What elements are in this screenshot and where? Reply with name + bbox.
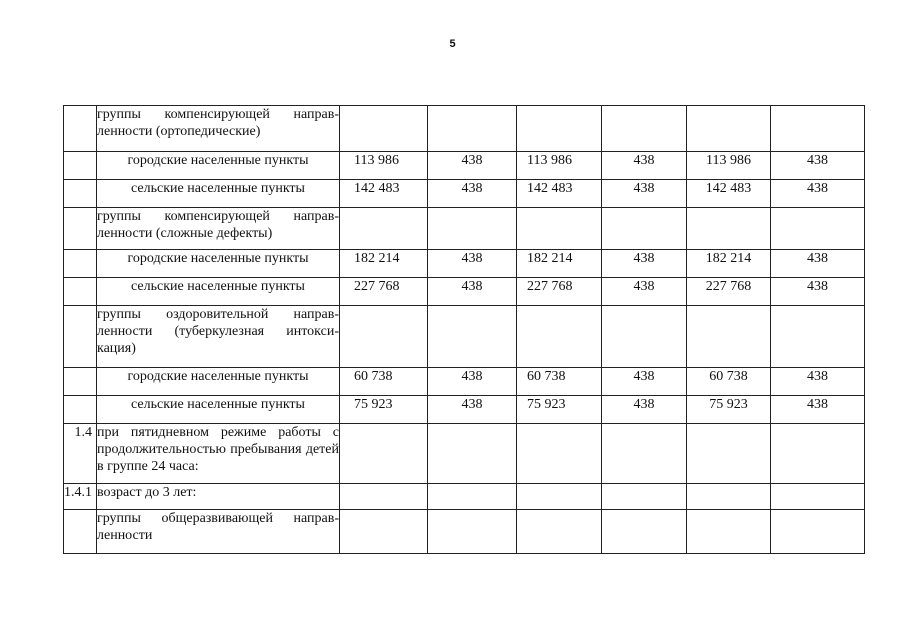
table-row (64, 208, 865, 250)
cell-value: 438 (602, 250, 687, 278)
cell-value (687, 510, 771, 554)
cell-value: 113 986 (687, 152, 771, 180)
cell-value (517, 484, 602, 510)
cell-value: 60 738 (517, 368, 602, 396)
cell-value (687, 306, 771, 368)
cell-value: 438 (771, 152, 865, 180)
cell-value (687, 208, 771, 250)
cell-value (687, 484, 771, 510)
row-label: при пятидневном режиме работы с продолжительностью пребывания детей в группе 24 часа: (97, 424, 340, 484)
cell-value (517, 106, 602, 152)
cell-value: 75 923 (340, 396, 428, 424)
cell-value (771, 208, 865, 250)
table-row (64, 396, 865, 424)
cell-value (602, 106, 687, 152)
cell-value (602, 424, 687, 484)
cell-value (340, 208, 428, 250)
cell-value: 438 (602, 278, 687, 306)
cell-value: 182 214 (687, 250, 771, 278)
row-number (64, 306, 97, 368)
cell-value: 438 (602, 152, 687, 180)
cell-value: 438 (602, 368, 687, 396)
cell-value (771, 306, 865, 368)
table-row (64, 278, 865, 306)
cell-value (428, 208, 517, 250)
cell-value (602, 510, 687, 554)
row-number: 1.4 (64, 424, 97, 484)
cell-value (771, 484, 865, 510)
table-row (64, 180, 865, 208)
cell-value: 113 986 (517, 152, 602, 180)
cell-value (517, 208, 602, 250)
cell-value (771, 510, 865, 554)
cell-value (428, 306, 517, 368)
row-number (64, 106, 97, 152)
table-row (64, 424, 865, 484)
row-label: группы компенсирующей направ-ленности (ортопедические) (97, 106, 340, 152)
page-number: 5 (449, 38, 456, 50)
cell-value: 438 (428, 250, 517, 278)
table-row (64, 510, 865, 554)
cell-value: 60 738 (340, 368, 428, 396)
cell-value (602, 484, 687, 510)
table-row (64, 152, 865, 180)
row-number (64, 278, 97, 306)
cell-value: 227 768 (687, 278, 771, 306)
cell-value (340, 424, 428, 484)
cell-value: 438 (428, 180, 517, 208)
cell-value (602, 208, 687, 250)
cell-value: 142 483 (687, 180, 771, 208)
row-label: группы общеразвивающей направ-ленности (97, 510, 340, 554)
cell-value: 182 214 (340, 250, 428, 278)
row-number (64, 180, 97, 208)
cell-value (687, 424, 771, 484)
row-number (64, 152, 97, 180)
row-label: возраст до 3 лет: (97, 484, 340, 510)
row-number (64, 250, 97, 278)
row-label: городские населенные пункты (97, 152, 340, 180)
table-row (64, 484, 865, 510)
cell-value: 438 (771, 250, 865, 278)
row-number (64, 208, 97, 250)
cell-value: 142 483 (340, 180, 428, 208)
row-number: 1.4.1 (64, 484, 97, 510)
table-row (64, 250, 865, 278)
cell-value (687, 106, 771, 152)
cell-value (340, 106, 428, 152)
cell-value: 438 (602, 180, 687, 208)
cell-value (602, 306, 687, 368)
row-label: сельские населенные пункты (97, 278, 340, 306)
row-number (64, 510, 97, 554)
cell-value: 182 214 (517, 250, 602, 278)
cell-value (771, 106, 865, 152)
cell-value (771, 424, 865, 484)
row-label: группы компенсирующей направ-ленности (сложные дефекты) (97, 208, 340, 250)
cell-value (517, 424, 602, 484)
table-row (64, 368, 865, 396)
cell-value (517, 306, 602, 368)
cell-value: 438 (428, 368, 517, 396)
cell-value: 142 483 (517, 180, 602, 208)
cell-value (428, 424, 517, 484)
cell-value (517, 510, 602, 554)
cell-value (340, 484, 428, 510)
cell-value: 60 738 (687, 368, 771, 396)
cell-value: 227 768 (340, 278, 428, 306)
cell-value: 438 (428, 278, 517, 306)
row-label: группы оздоровительной направ-ленности (туберкулезная интокси-кация) (97, 306, 340, 368)
cell-value: 113 986 (340, 152, 428, 180)
cell-value: 438 (771, 396, 865, 424)
row-label: городские населенные пункты (97, 368, 340, 396)
cell-value: 75 923 (687, 396, 771, 424)
cell-value: 438 (771, 278, 865, 306)
table-row (64, 106, 865, 152)
cell-value: 75 923 (517, 396, 602, 424)
cell-value: 438 (428, 396, 517, 424)
row-number (64, 396, 97, 424)
cell-value: 438 (428, 152, 517, 180)
cell-value (428, 484, 517, 510)
row-number (64, 368, 97, 396)
row-label: сельские населенные пункты (97, 180, 340, 208)
cell-value (340, 306, 428, 368)
table-row (64, 306, 865, 368)
row-label: городские населенные пункты (97, 250, 340, 278)
row-label: сельские населенные пункты (97, 396, 340, 424)
cell-value (428, 106, 517, 152)
cell-value: 227 768 (517, 278, 602, 306)
cell-value: 438 (771, 180, 865, 208)
tariff-table (63, 105, 865, 554)
cell-value (428, 510, 517, 554)
cell-value (340, 510, 428, 554)
cell-value: 438 (602, 396, 687, 424)
cell-value: 438 (771, 368, 865, 396)
